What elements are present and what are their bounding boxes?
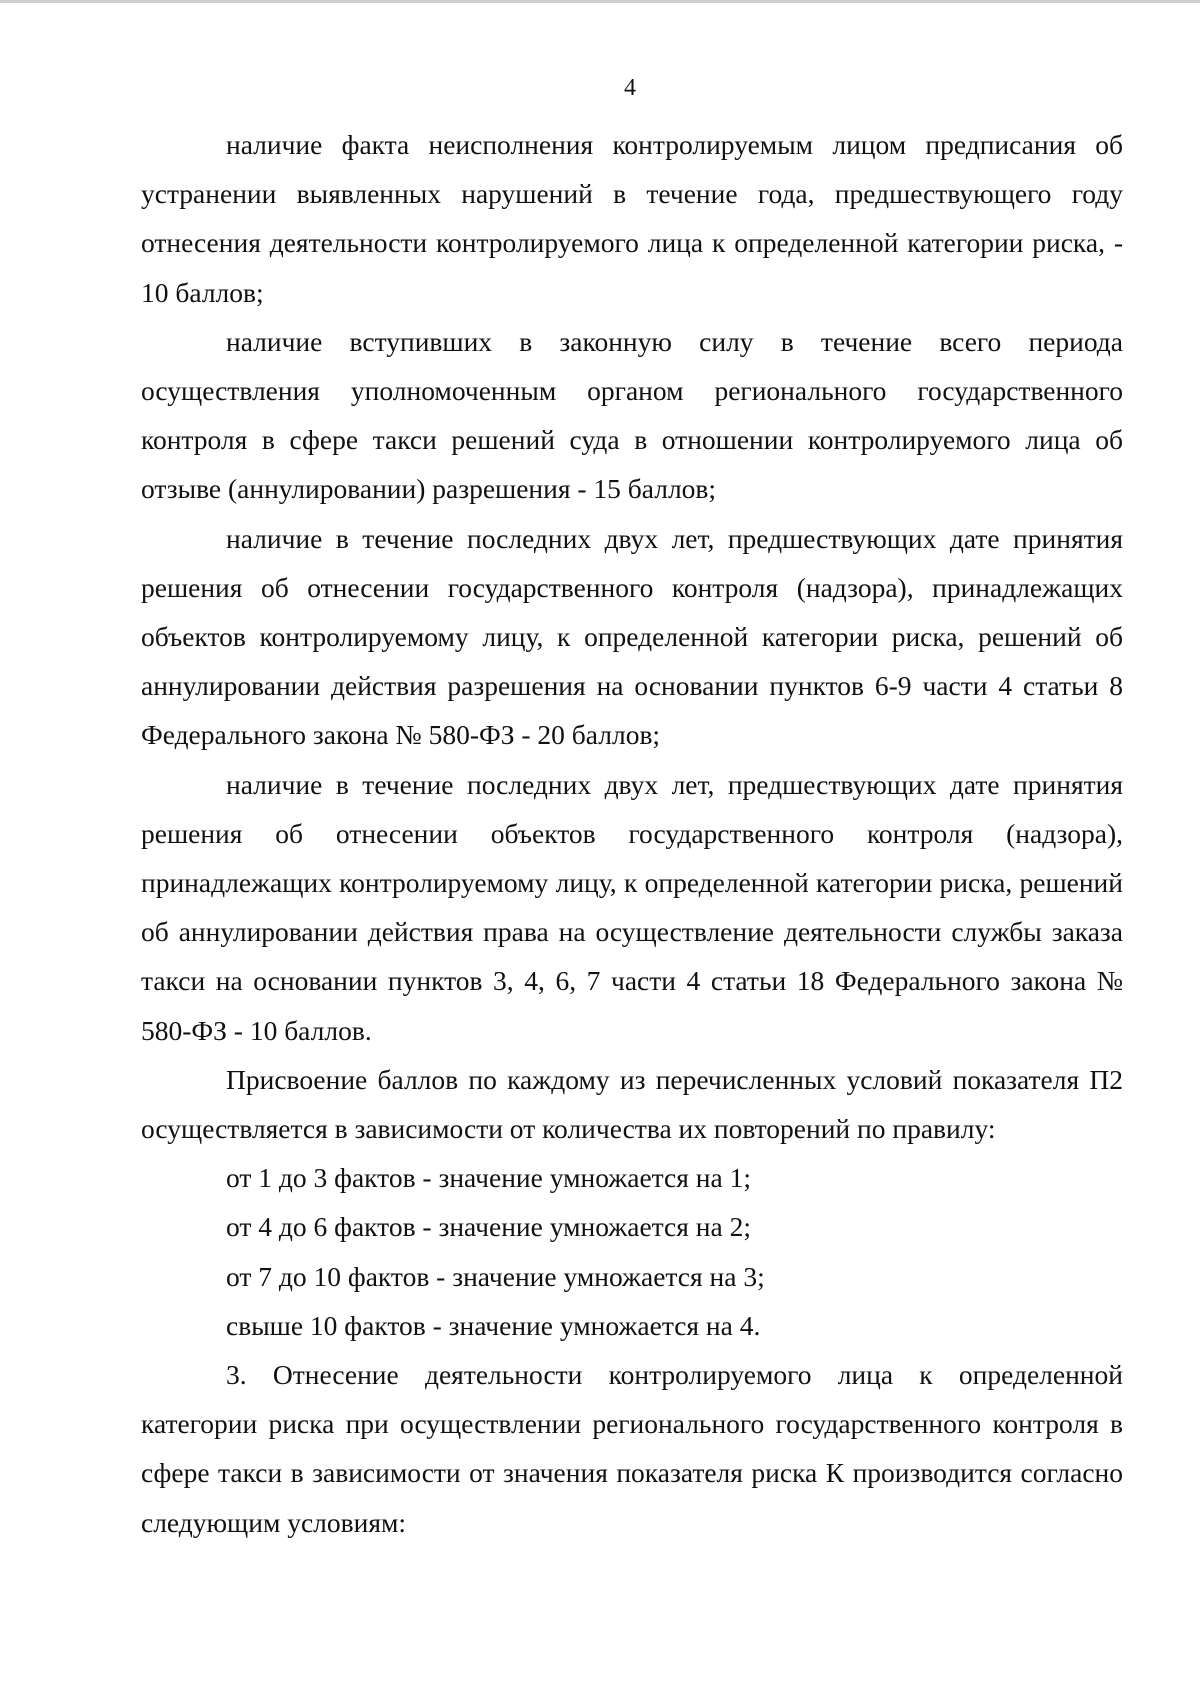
paragraph-unfulfilled-order: наличие факта неисполнения контролируемым лицом предписания об устранении выявленных нарушений в течение года, предшествующего году отнесения деятельности контролируемого лица к определенной категории риска, - 10 баллов; [141, 129, 1123, 308]
paragraph-permit-annulment: наличие в течение последних двух лет, предшествующих дате принятия решения об отнесении государственного контроля (надзора), принадлежащих объектов контролируемому лицу, к определенной категории риска, решений об аннулировании действия разрешения на основании пунктов 6-9 части 4 статьи 8 Федерального закона № 580-ФЗ - 20 баллов; [141, 522, 1123, 751]
paragraph-right-annulment: наличие в течение последних двух лет, предшествующих дате принятия решения об отнесении объектов государственного контроля (надзора), принадлежащих контролируемому лицу, к определенной категории риска, решений об аннулировании действия права на осуществление деятельности службы заказа такси на основании пунктов 3, 4, 6, 7 части 4 статьи 18 Федерального закона № 580-ФЗ - 10 баллов. [141, 768, 1123, 1046]
rule-item-4: свыше 10 фактов - значение умножается на 4. [226, 1309, 761, 1341]
top-scan-edge [0, 0, 1200, 3]
rule-item-1: от 1 до 3 фактов - значение умножается на 1; [226, 1162, 751, 1194]
paragraph-risk-category: 3. Отнесение деятельности контролируемого лица к определенной категории риска при осуществлении регионального государственного контроля в сфере такси в зависимости от значения показателя риска К производится согласно следующим условиям: [141, 1359, 1123, 1538]
paragraph-court-decisions: наличие вступивших в законную силу в течение всего периода осуществления уполномоченным органом регионального государственного контроля в сфере такси решений суда в отношении контролируемого лица об отзыве (аннулировании) разрешения - 15 баллов; [141, 325, 1123, 505]
rule-item-3: от 7 до 10 фактов - значение умножается на 3; [226, 1260, 765, 1292]
document-body [141, 120, 1123, 1547]
rule-item-2: от 4 до 6 фактов - значение умножается на 2; [226, 1211, 751, 1243]
paragraph-points-assignment: Присвоение баллов по каждому из перечисленных условий показателя П2 осуществляется в зависимости от количества их повторений по правилу: [141, 1063, 1123, 1145]
page-number: 4 [624, 75, 636, 101]
